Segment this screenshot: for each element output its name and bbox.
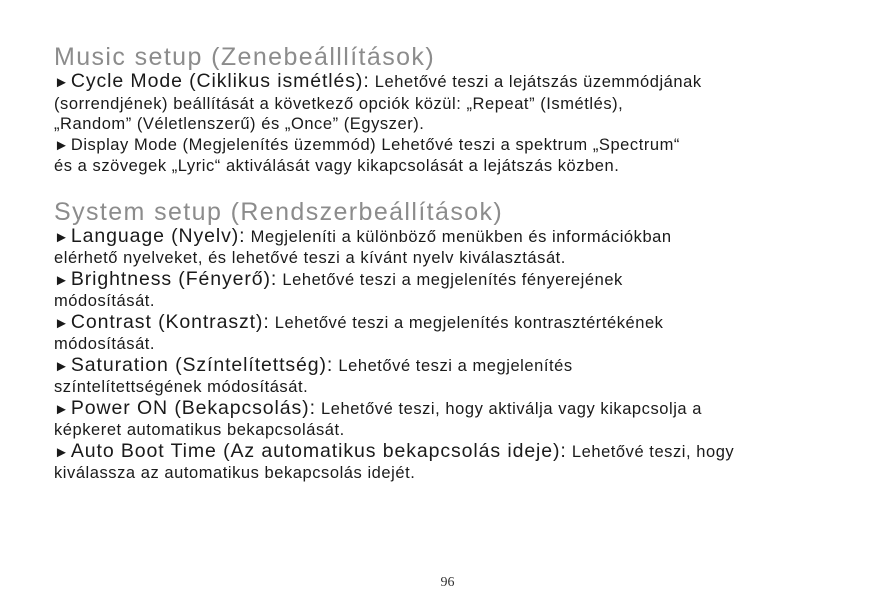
brightness-desc-line-1: Lehetővé teszi a megjelenítés fényerejének xyxy=(277,270,623,289)
power-on-item xyxy=(54,398,884,441)
power-on-desc-line-1: Lehetővé teszi, hogy aktiválja vagy kikapcsolja a xyxy=(315,399,703,418)
display-mode-item xyxy=(54,135,884,177)
page-content xyxy=(54,44,884,484)
system-setup-heading: System setup (Rendszerbeállítások) xyxy=(54,197,504,226)
power-on-desc-line-2: képkeret automatikus bekapcsolását. xyxy=(54,421,345,439)
auto-boot-time-term: Auto Boot Time (Az automatikus bekapcsolás ideje): xyxy=(70,439,567,462)
cycle-mode-desc-line-3: „Random” (Véletlenszerű) és „Once” (Egyszer). xyxy=(54,115,425,133)
display-mode-desc-line-1: Lehetővé teszi a spektrum „Spectrum“ xyxy=(376,135,680,154)
bullet-arrow-icon: ► xyxy=(54,314,69,332)
language-desc-line-1: Megjeleníti a különböző menükben és információkban xyxy=(245,227,672,246)
contrast-desc-line-1: Lehetővé teszi a megjelenítés kontrasztértékének xyxy=(269,313,664,332)
saturation-item xyxy=(54,355,884,398)
contrast-item xyxy=(54,312,884,355)
auto-boot-time-item xyxy=(54,441,884,484)
bullet-arrow-icon: ► xyxy=(54,228,69,246)
cycle-mode-desc-line-1: Lehetővé teszi a lejátszás üzemmódjának xyxy=(369,73,702,91)
saturation-term: Saturation (Színtelítettség): xyxy=(70,353,334,376)
cycle-mode-item xyxy=(54,71,884,135)
display-mode-term: Display Mode (Megjelenítés üzemmód) xyxy=(70,135,377,154)
cycle-mode-term: Cycle Mode (Ciklikus ismétlés): xyxy=(70,70,370,92)
language-term: Language (Nyelv): xyxy=(70,224,246,247)
brightness-term: Brightness (Fényerő): xyxy=(70,267,278,290)
display-mode-desc-line-2: és a szövegek „Lyric“ aktiválását vagy kikapcsolását a lejátszás közben. xyxy=(54,157,620,175)
language-desc-line-2: elérhető nyelveket, és lehetővé teszi a kívánt nyelv kiválasztását. xyxy=(54,249,566,267)
cycle-mode-desc-line-2: (sorrendjének) beállítását a következő opciók közül: „Repeat” (Ismétlés), xyxy=(54,94,624,113)
power-on-term: Power ON (Bekapcsolás): xyxy=(70,396,316,419)
bullet-arrow-icon: ► xyxy=(54,271,69,289)
bullet-arrow-icon: ► xyxy=(54,443,69,461)
auto-boot-time-desc-line-1: Lehetővé teszi, hogy xyxy=(566,442,735,461)
page-number: 96 xyxy=(440,575,455,590)
saturation-desc-line-2: színtelítettségének módosítását. xyxy=(54,378,309,396)
bullet-arrow-icon: ► xyxy=(54,136,69,154)
brightness-desc-line-2: módosítását. xyxy=(54,292,156,310)
bullet-arrow-icon: ► xyxy=(54,357,69,375)
brightness-item xyxy=(54,269,884,312)
contrast-desc-line-2: módosítását. xyxy=(54,335,156,353)
bullet-arrow-icon: ► xyxy=(54,400,69,418)
saturation-desc-line-1: Lehetővé teszi a megjelenítés xyxy=(333,356,573,375)
bullet-arrow-icon: ► xyxy=(54,74,69,91)
contrast-term: Contrast (Kontraszt): xyxy=(70,310,270,333)
auto-boot-time-desc-line-2: kiválassza az automatikus bekapcsolás idejét. xyxy=(54,464,416,482)
system-setup-section xyxy=(54,199,884,484)
language-item xyxy=(54,226,884,269)
music-setup-heading: Music setup (Zenebeálllítások) xyxy=(54,43,436,71)
music-setup-section xyxy=(54,44,884,177)
